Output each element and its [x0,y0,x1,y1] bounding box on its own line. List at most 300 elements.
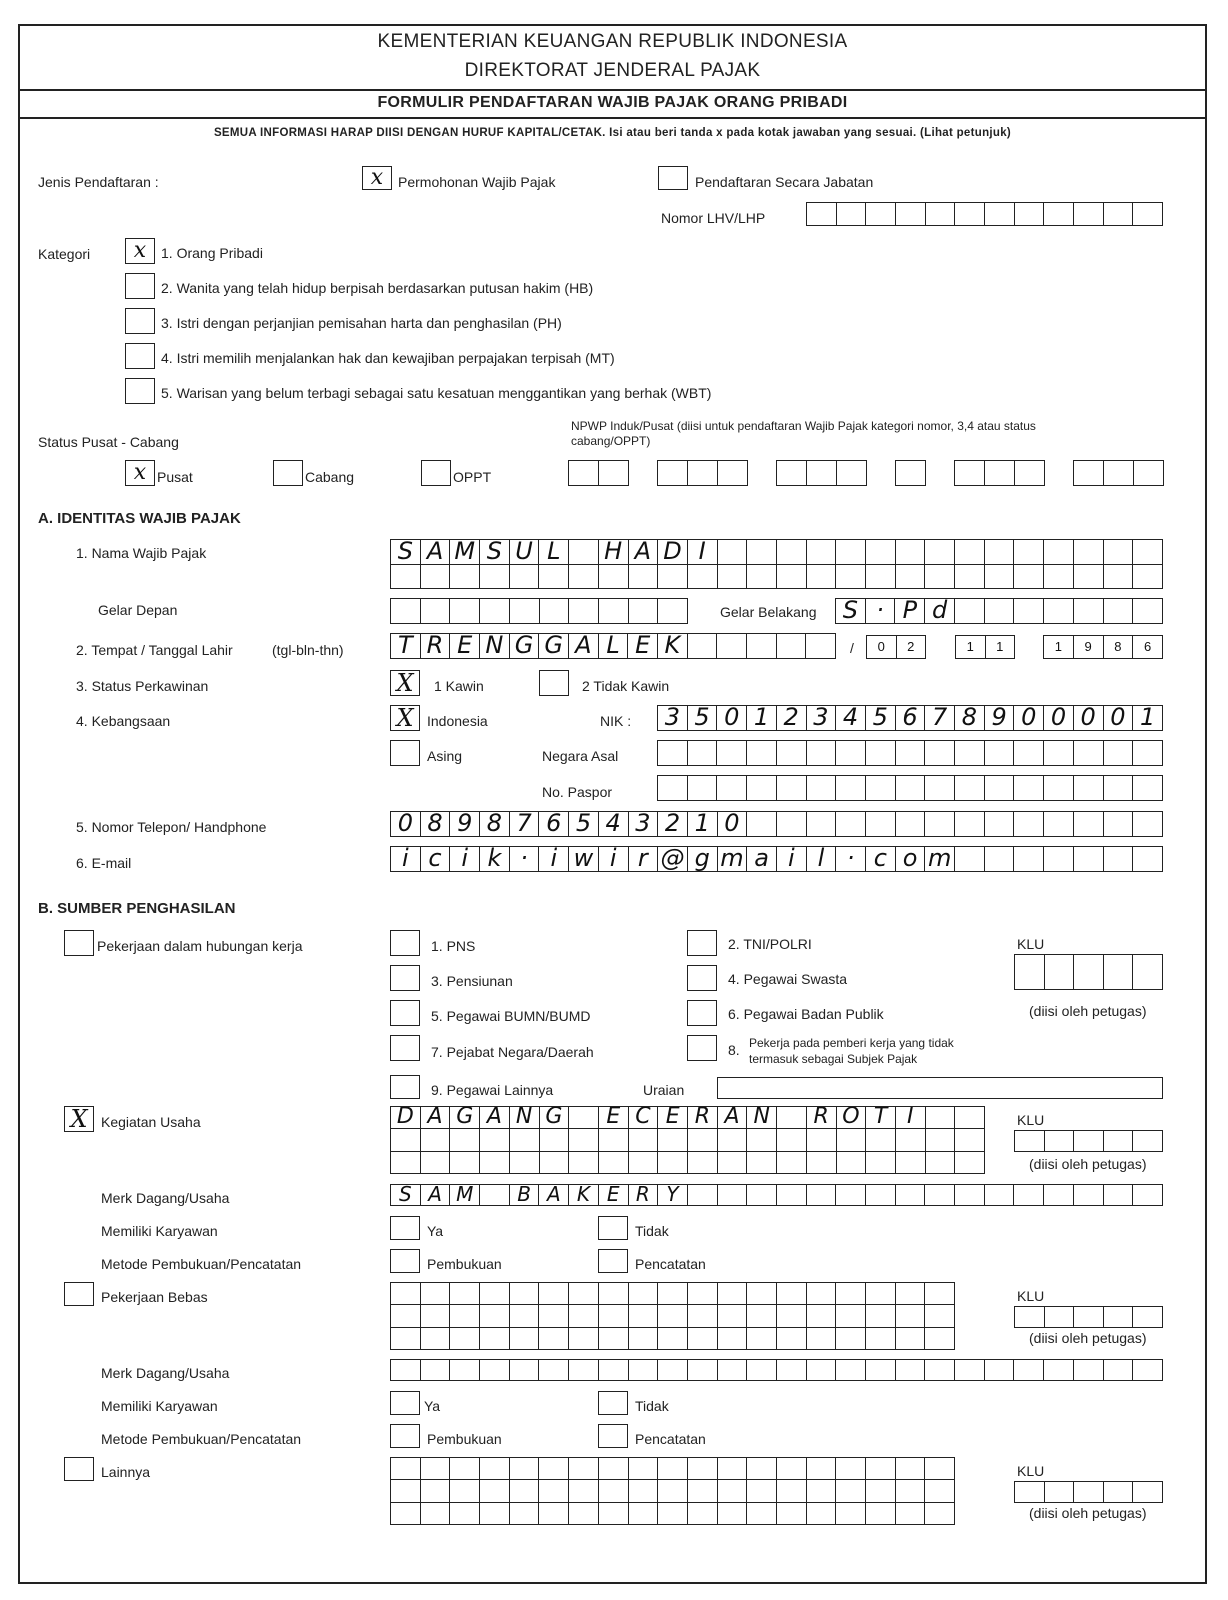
pekerjaan-bebas-grid-cell[interactable] [568,1328,598,1349]
klu-grid-2-cell[interactable] [1073,1131,1103,1151]
merk-grid-1-cell[interactable] [806,1185,836,1205]
kegiatan-usaha-grid-cell[interactable] [657,1129,687,1150]
telepon-grid-cell[interactable]: 2 [657,812,687,836]
uraian-input[interactable] [717,1077,1163,1099]
pekerjaan-bebas-grid-cell[interactable] [776,1305,806,1326]
tgl-grid[interactable] [866,635,926,659]
telepon-grid-cell[interactable] [924,812,954,836]
pekerjaan-bebas-grid-cell[interactable] [509,1305,539,1326]
kategori-checkbox-2[interactable] [125,273,155,299]
kegiatan-usaha-grid-cell[interactable] [391,1152,420,1173]
email-grid-cell[interactable]: · [509,847,539,871]
merk-grid-1-cell[interactable] [717,1185,747,1205]
merk-grid-2-cell[interactable] [1043,1360,1073,1380]
kegiatan-usaha-checkbox[interactable]: X [64,1106,94,1132]
email-grid-cell[interactable] [1103,847,1133,871]
kegiatan-usaha-grid-cell[interactable]: N [509,1107,539,1128]
lainnya-grid-cell[interactable] [776,1503,806,1524]
lainnya-grid-cell[interactable] [509,1503,539,1524]
klu-grid-1-cell[interactable] [1015,955,1044,989]
kegiatan-usaha-grid-cell[interactable]: O [836,1107,866,1128]
negara-asal-grid-cell[interactable] [865,741,895,765]
kegiatan-usaha-grid-cell[interactable]: D [396,1107,414,1129]
merk-grid-1-cell[interactable]: S [398,1185,412,1205]
nama-grid-cell[interactable]: L [538,540,568,564]
tempat-lahir-grid[interactable] [390,633,836,659]
negara-asal-grid-cell[interactable] [984,741,1014,765]
merk-grid-2-cell[interactable] [895,1360,925,1380]
npwp-grid-6[interactable] [1073,460,1164,486]
nama-grid-cell[interactable] [1013,540,1043,564]
pekerjaan-bebas-grid-cell[interactable] [687,1283,717,1304]
pekerjaan-bebas-grid-cell[interactable] [776,1283,806,1304]
kegiatan-usaha-grid-cell[interactable] [865,1152,895,1173]
klu-grid-3-cell[interactable] [1015,1307,1044,1327]
pekerjaan-bebas-grid-cell[interactable] [420,1305,450,1326]
kegiatan-usaha-grid-cell[interactable] [776,1152,806,1173]
nik-grid-cell[interactable]: 0 [1073,706,1103,730]
gelar-belakang-grid-cell[interactable] [1073,599,1103,623]
npwp-grid-3-cell[interactable] [806,461,836,485]
kegiatan-usaha-grid-cell[interactable] [509,1129,539,1150]
kegiatan-usaha-grid-cell[interactable]: G [449,1107,479,1128]
merk-grid-1-cell[interactable] [954,1185,984,1205]
negara-asal-grid-cell[interactable] [1132,741,1162,765]
merk-grid-1-cell[interactable] [924,1185,954,1205]
nama-grid-cell[interactable]: A [628,540,658,564]
lhv-grid-cell[interactable] [807,203,836,225]
kegiatan-usaha-grid-cell[interactable] [479,1152,509,1173]
nama-grid-cell[interactable] [1103,565,1133,589]
lainnya-grid-cell[interactable] [479,1480,509,1501]
merk-grid-2-cell[interactable] [1132,1360,1162,1380]
pencatatan-checkbox-1[interactable] [598,1249,628,1273]
karyawan-ya-checkbox-1[interactable] [390,1216,420,1240]
pusat-checkbox[interactable]: x [125,460,155,486]
pekerjaan-bebas-grid-cell[interactable] [924,1328,954,1349]
job-5-checkbox[interactable] [390,1000,420,1026]
kegiatan-usaha-grid-cell[interactable] [568,1107,598,1128]
gelar-depan-grid[interactable] [390,598,688,624]
lainnya-grid-cell[interactable] [657,1503,687,1524]
gelar-depan-grid-cell[interactable] [479,599,509,623]
npwp-grid-2-cell[interactable] [658,461,687,485]
telepon-grid-cell[interactable]: 0 [717,812,747,836]
kegiatan-usaha-grid-cell[interactable] [657,1152,687,1173]
nama-grid-cell[interactable] [924,540,954,564]
permohonan-checkbox[interactable]: x [362,166,392,190]
asing-checkbox[interactable] [390,740,420,766]
kegiatan-usaha-grid-cell[interactable] [806,1152,836,1173]
kegiatan-usaha-grid-cell[interactable]: A [420,1107,450,1128]
thn-grid-cell[interactable]: 9 [1073,636,1103,658]
email-grid-cell[interactable]: l [806,847,836,871]
klu-grid-2-cell[interactable] [1044,1131,1074,1151]
telepon-grid[interactable] [390,811,1163,837]
lhv-grid-cell[interactable] [865,203,895,225]
pekerjaan-bebas-grid-cell[interactable] [509,1283,539,1304]
nik-grid-cell[interactable]: 0 [1103,706,1133,730]
paspor-grid-cell[interactable] [895,776,925,800]
pekerjaan-bebas-grid-cell[interactable] [598,1283,628,1304]
lainnya-grid-cell[interactable] [835,1503,865,1524]
npwp-grid-6-cell[interactable] [1103,461,1133,485]
email-grid-cell[interactable]: k [479,847,509,871]
tempat-lahir-grid-cell[interactable]: N [479,634,509,658]
merk-grid-2-cell[interactable] [420,1360,450,1380]
gelar-belakang-grid-cell[interactable] [1013,599,1043,623]
negara-asal-grid-cell[interactable] [1043,741,1073,765]
lainnya-grid-cell[interactable] [420,1458,450,1479]
pekerjaan-bebas-grid-cell[interactable] [717,1283,747,1304]
nama-grid-cell[interactable] [895,540,925,564]
nama-grid-cell[interactable] [1132,565,1162,589]
lhv-grid-cell[interactable] [1043,203,1073,225]
pekerjaan-bebas-grid-cell[interactable] [509,1328,539,1349]
telepon-grid-cell[interactable] [1073,812,1103,836]
negara-asal-grid-cell[interactable] [658,741,687,765]
nama-grid-cell[interactable]: A [420,540,450,564]
pekerjaan-bebas-grid-cell[interactable] [835,1283,865,1304]
pekerjaan-bebas-grid-cell[interactable] [717,1305,747,1326]
telepon-grid-cell[interactable] [1013,812,1043,836]
email-grid-cell[interactable]: m [924,847,954,871]
nik-grid[interactable] [657,705,1163,731]
pekerjaan-bebas-grid-cell[interactable] [479,1283,509,1304]
tidak-kawin-checkbox[interactable] [539,670,569,696]
nama-grid-cell[interactable] [746,565,776,589]
nik-grid-cell[interactable]: 6 [895,706,925,730]
lhv-grid-cell[interactable] [925,203,955,225]
merk-grid-1-cell[interactable] [1013,1185,1043,1205]
lainnya-grid-cell[interactable] [717,1480,747,1501]
kegiatan-usaha-grid-cell[interactable] [954,1107,984,1128]
telepon-grid-cell[interactable]: 8 [420,812,450,836]
klu-grid-4-cell[interactable] [1015,1482,1044,1502]
merk-grid-2-cell[interactable] [1103,1360,1133,1380]
lainnya-grid-cell[interactable] [865,1503,895,1524]
cabang-checkbox[interactable] [273,460,303,486]
lainnya-grid-cell[interactable] [420,1480,450,1501]
merk-grid-2-cell[interactable] [717,1360,747,1380]
lainnya-grid-cell[interactable] [568,1503,598,1524]
negara-asal-grid-cell[interactable] [1103,741,1133,765]
telepon-grid-cell[interactable] [865,812,895,836]
merk-grid-1-cell[interactable] [1103,1185,1133,1205]
telepon-grid-cell[interactable] [895,812,925,836]
lainnya-grid-cell[interactable] [895,1458,925,1479]
klu-grid-4[interactable] [1014,1481,1163,1503]
lhv-grid-cell[interactable] [1073,203,1103,225]
kegiatan-usaha-grid-cell[interactable]: C [628,1107,658,1128]
pekerjaan-hk-checkbox[interactable] [64,930,94,956]
merk-grid-2-cell[interactable] [1073,1360,1103,1380]
pekerjaan-bebas-grid-cell[interactable] [538,1283,568,1304]
kegiatan-usaha-grid-cell[interactable] [717,1152,747,1173]
lainnya-grid-cell[interactable] [776,1480,806,1501]
klu-grid-2[interactable] [1014,1130,1163,1152]
tempat-lahir-grid-cell[interactable]: G [509,634,539,658]
email-grid-cell[interactable]: c [420,847,450,871]
lhv-grid-cell[interactable] [984,203,1014,225]
bln-grid[interactable] [955,635,1015,659]
lainnya-grid-cell[interactable] [598,1480,628,1501]
pekerjaan-bebas-grid-cell[interactable] [449,1283,479,1304]
telepon-grid-cell[interactable] [746,812,776,836]
nama-grid-cell[interactable] [1043,565,1073,589]
kegiatan-usaha-grid-cell[interactable] [776,1107,806,1128]
email-grid-cell[interactable]: c [865,847,895,871]
pekerjaan-bebas-grid-cell[interactable] [628,1283,658,1304]
merk-grid-1-cell[interactable] [984,1185,1014,1205]
pekerjaan-bebas-grid-cell[interactable] [628,1305,658,1326]
telepon-grid-cell[interactable]: 6 [538,812,568,836]
klu-grid-4-cell[interactable] [1132,1482,1162,1502]
negara-asal-grid-cell[interactable] [746,741,776,765]
kategori-checkbox-4[interactable] [125,343,155,369]
kegiatan-usaha-grid-cell[interactable] [925,1129,955,1150]
nama-grid-cell[interactable] [835,565,865,589]
tempat-lahir-grid-cell[interactable]: E [627,634,657,658]
merk-grid-2-cell[interactable] [746,1360,776,1380]
kegiatan-usaha-grid-cell[interactable]: A [479,1107,509,1128]
lainnya-grid-cell[interactable] [391,1503,420,1524]
merk-grid-1[interactable] [390,1184,1163,1206]
pekerjaan-bebas-grid-cell[interactable] [598,1305,628,1326]
job-6-checkbox[interactable] [687,1000,717,1026]
nama-grid-cell[interactable] [806,565,836,589]
klu-grid-1-cell[interactable] [1073,955,1103,989]
pekerjaan-bebas-grid-cell[interactable] [628,1328,658,1349]
job-1-checkbox[interactable] [390,930,420,956]
merk-grid-1-cell[interactable] [746,1185,776,1205]
npwp-grid-5-cell[interactable] [1014,461,1044,485]
thn-grid[interactable] [1043,635,1163,659]
email-grid-cell[interactable]: i [449,847,479,871]
merk-grid-2-cell[interactable] [598,1360,628,1380]
negara-asal-grid-cell[interactable] [1073,741,1103,765]
nik-grid-cell[interactable]: 0 [716,706,746,730]
merk-grid-2-cell[interactable] [865,1360,895,1380]
pekerjaan-bebas-grid-cell[interactable] [865,1283,895,1304]
pencatatan-checkbox-2[interactable] [598,1424,628,1448]
nama-grid-cell[interactable] [924,565,954,589]
merk-grid-1-cell[interactable] [1073,1185,1103,1205]
lhv-grid-cell[interactable] [1103,203,1133,225]
pekerjaan-bebas-grid-cell[interactable] [806,1305,836,1326]
thn-grid-cell[interactable]: 8 [1103,636,1133,658]
negara-asal-grid[interactable] [657,740,1163,766]
kegiatan-usaha-grid-cell[interactable] [449,1152,479,1173]
oppt-checkbox[interactable] [421,460,451,486]
merk-grid-2-cell[interactable] [479,1360,509,1380]
telepon-grid-cell[interactable]: 7 [509,812,539,836]
npwp-grid-3[interactable] [776,460,867,486]
nama-grid-cell[interactable] [1043,540,1073,564]
negara-asal-grid-cell[interactable] [806,741,836,765]
tempat-lahir-grid-cell[interactable]: T [398,634,413,658]
tempat-lahir-grid-cell[interactable] [746,634,776,658]
negara-asal-grid-cell[interactable] [924,741,954,765]
merk-grid-1-cell[interactable] [479,1185,509,1205]
merk-grid-2-cell[interactable] [538,1360,568,1380]
email-grid-cell[interactable] [1013,847,1043,871]
nama-grid-cell[interactable]: H [598,540,628,564]
lainnya-grid-cell[interactable] [628,1458,658,1479]
merk-grid-2-cell[interactable] [628,1360,658,1380]
tempat-lahir-grid-cell[interactable]: E [449,634,479,658]
pekerjaan-bebas-grid-cell[interactable] [479,1305,509,1326]
nama-grid-cell[interactable] [984,565,1014,589]
nama-grid-cell[interactable] [449,565,479,589]
merk-grid-1-cell[interactable]: B [509,1185,539,1205]
karyawan-tidak-checkbox-1[interactable] [598,1216,628,1240]
tempat-lahir-grid-cell[interactable]: R [420,634,450,658]
indonesia-checkbox[interactable]: X [390,705,420,731]
npwp-grid-4[interactable] [895,460,926,486]
kegiatan-usaha-grid-cell[interactable] [954,1152,984,1173]
bln-grid-cell[interactable]: 1 [985,636,1015,658]
job-9-checkbox[interactable] [390,1075,420,1099]
nama-grid-cell[interactable] [984,540,1014,564]
pekerjaan-bebas-grid-cell[interactable] [895,1283,925,1304]
email-grid-cell[interactable] [1073,847,1103,871]
kegiatan-usaha-grid-cell[interactable] [449,1129,479,1150]
merk-grid-1-cell[interactable] [895,1185,925,1205]
telepon-grid-cell[interactable]: 0 [397,812,413,836]
npwp-grid-5-cell[interactable] [984,461,1014,485]
npwp-grid-2-cell[interactable] [687,461,717,485]
lainnya-grid-cell[interactable] [924,1480,954,1501]
merk-grid-1-cell[interactable]: Y [657,1185,687,1205]
lainnya-grid-cell[interactable] [687,1480,717,1501]
kegiatan-usaha-grid-cell[interactable] [479,1129,509,1150]
lainnya-grid-cell[interactable] [479,1458,509,1479]
lhv-grid-cell[interactable] [836,203,866,225]
negara-asal-grid-cell[interactable] [716,741,746,765]
pekerjaan-bebas-grid-cell[interactable] [776,1328,806,1349]
gelar-belakang-grid[interactable] [835,598,1163,624]
kegiatan-usaha-grid-cell[interactable] [836,1152,866,1173]
kegiatan-usaha-grid-cell[interactable] [806,1129,836,1150]
klu-grid-3-cell[interactable] [1132,1307,1162,1327]
pekerjaan-bebas-grid-cell[interactable] [657,1283,687,1304]
tempat-lahir-grid-cell[interactable] [805,634,835,658]
gelar-belakang-grid-cell[interactable]: P [894,599,924,623]
kegiatan-usaha-grid-cell[interactable] [865,1129,895,1150]
npwp-grid-1[interactable] [568,460,629,486]
telepon-grid-cell[interactable] [1043,812,1073,836]
telepon-grid-cell[interactable]: 8 [479,812,509,836]
gelar-depan-grid-cell[interactable] [657,599,687,623]
nama-grid-cell[interactable] [1103,540,1133,564]
merk-grid-1-cell[interactable] [687,1185,717,1205]
kegiatan-usaha-grid-cell[interactable] [509,1152,539,1173]
paspor-grid-cell[interactable] [687,776,717,800]
email-grid-cell[interactable] [954,847,984,871]
merk-grid-1-cell[interactable]: M [449,1185,479,1205]
kegiatan-usaha-grid-cell[interactable] [391,1129,420,1150]
kegiatan-usaha-grid-cell[interactable] [746,1152,776,1173]
lhv-grid-cell[interactable] [1132,203,1162,225]
gelar-belakang-grid-cell[interactable]: S [842,599,858,623]
tempat-lahir-grid-cell[interactable]: A [568,634,598,658]
nik-grid-cell[interactable]: 1 [746,706,776,730]
kegiatan-usaha-grid-cell[interactable]: R [687,1107,717,1128]
gelar-depan-grid-cell[interactable] [539,599,569,623]
nama-grid-cell[interactable] [1073,540,1103,564]
negara-asal-grid-cell[interactable] [1013,741,1043,765]
lainnya-grid-cell[interactable] [924,1458,954,1479]
paspor-grid-cell[interactable] [984,776,1014,800]
nama-grid-cell[interactable] [717,565,747,589]
email-grid-cell[interactable]: w [568,847,598,871]
merk-grid-1-cell[interactable]: R [628,1185,658,1205]
lhv-grid-cell[interactable] [954,203,984,225]
pekerjaan-bebas-grid-cell[interactable] [391,1328,420,1349]
email-grid-cell[interactable]: m [717,847,747,871]
email-grid-cell[interactable]: i [402,847,409,871]
lainnya-grid-cell[interactable] [568,1480,598,1501]
telepon-grid-cell[interactable]: 3 [628,812,658,836]
negara-asal-grid-cell[interactable] [776,741,806,765]
merk-grid-2-cell[interactable] [835,1360,865,1380]
job-3-checkbox[interactable] [390,965,420,991]
nik-grid-cell[interactable]: 1 [1132,706,1162,730]
pekerjaan-bebas-grid-cell[interactable] [687,1305,717,1326]
lainnya-grid-cell[interactable] [598,1458,628,1479]
nama-grid-cell[interactable] [895,565,925,589]
thn-grid-cell[interactable]: 1 [1054,639,1062,654]
negara-asal-grid-cell[interactable] [835,741,865,765]
jabatan-checkbox[interactable] [658,166,688,190]
merk-grid-1-cell[interactable]: A [420,1185,450,1205]
nama-grid-cell[interactable] [687,565,717,589]
job-8-checkbox[interactable] [687,1035,717,1061]
telepon-grid-cell[interactable] [835,812,865,836]
merk-grid-2-cell[interactable] [1013,1360,1043,1380]
gelar-belakang-grid-cell[interactable] [1043,599,1073,623]
telepon-grid-cell[interactable] [954,812,984,836]
kegiatan-usaha-grid-cell[interactable]: E [598,1107,628,1128]
negara-asal-grid-cell[interactable] [895,741,925,765]
nama-grid-cell[interactable]: D [657,540,687,564]
lainnya-grid-cell[interactable] [835,1480,865,1501]
kegiatan-usaha-grid-cell[interactable] [746,1129,776,1150]
kegiatan-usaha-grid-cell[interactable]: E [657,1107,687,1128]
job-7-checkbox[interactable] [390,1035,420,1061]
bln-grid-cell[interactable]: 1 [966,639,974,654]
paspor-grid-cell[interactable] [865,776,895,800]
pekerjaan-bebas-grid-cell[interactable] [746,1305,776,1326]
email-grid-cell[interactable]: r [628,847,658,871]
kegiatan-usaha-grid-cell[interactable] [925,1152,955,1173]
kegiatan-usaha-grid-cell[interactable] [687,1152,717,1173]
npwp-grid-6-cell[interactable] [1074,461,1103,485]
nama-grid-cell[interactable] [538,565,568,589]
negara-asal-grid-cell[interactable] [687,741,717,765]
klu-grid-2-cell[interactable] [1103,1131,1133,1151]
pekerjaan-bebas-grid-cell[interactable] [538,1305,568,1326]
karyawan-ya-checkbox-2[interactable] [390,1391,420,1415]
merk-grid-2-cell[interactable] [687,1360,717,1380]
pekerjaan-bebas-grid-cell[interactable] [657,1305,687,1326]
pekerjaan-bebas-grid-cell[interactable] [895,1328,925,1349]
nik-grid-cell[interactable]: 8 [954,706,984,730]
kegiatan-usaha-grid-cell[interactable] [598,1129,628,1150]
kegiatan-usaha-grid[interactable] [390,1106,985,1174]
klu-grid-3-cell[interactable] [1073,1307,1103,1327]
